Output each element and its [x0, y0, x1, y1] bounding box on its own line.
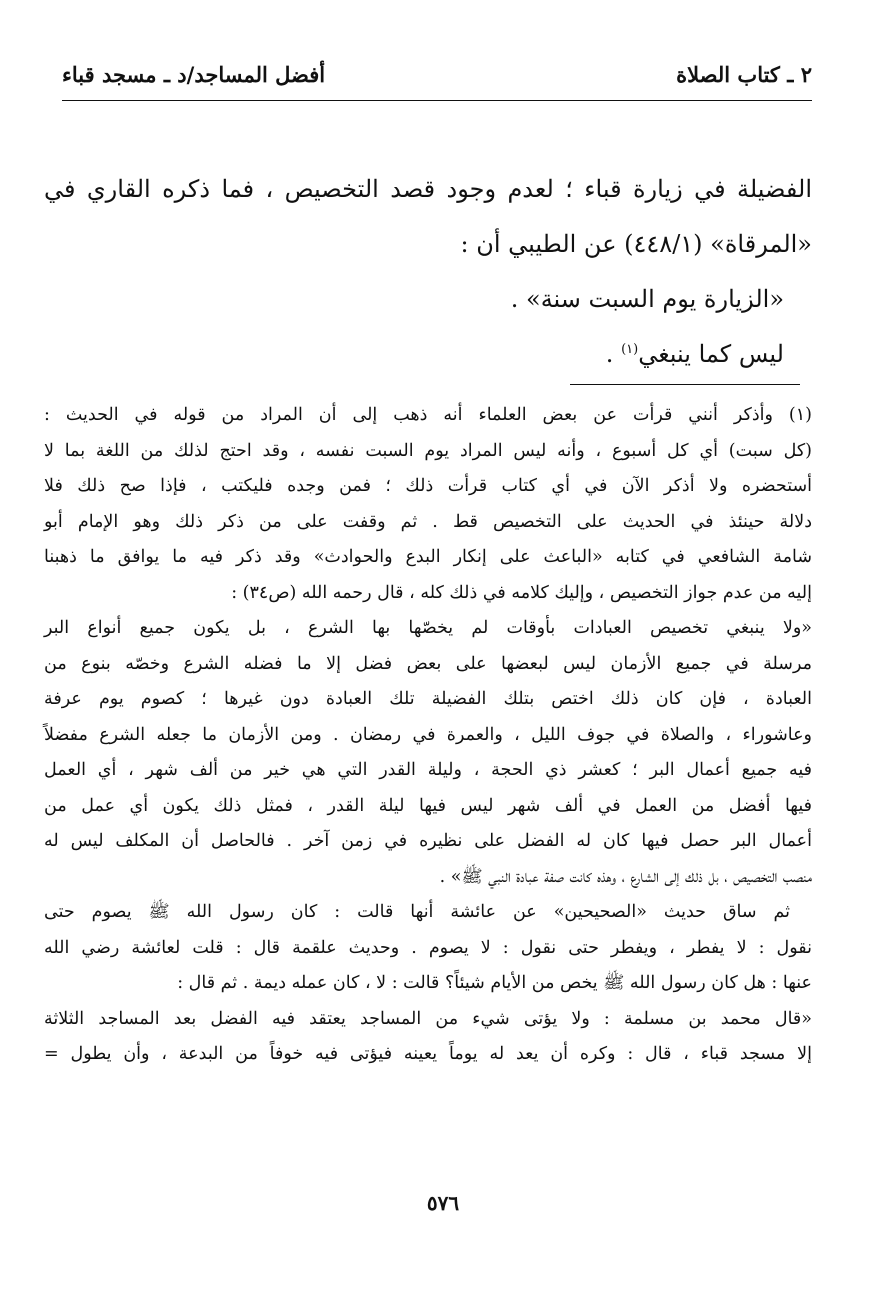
footnote-quote-line: أعمال البر حصل فيها كان له الفضل على نظيره في زمن آخر . فالحاصل أن المكلف ليس له	[44, 831, 812, 851]
footnote-line: دلالة حينئذ في الحديث على التخصيص قط . ثم وقفت على من ذكر ذلك وهو الإمام أبو	[44, 511, 812, 532]
footnote-quote-line: مرسلة في جميع الأزمان ليس لبعضها على بعض فضل إلا ما فضله الشرع وخصّه بنوع من	[44, 653, 812, 674]
footnote-divider	[570, 384, 800, 385]
main-line	[44, 327, 812, 382]
footnote-line: (كل سبت) أي كل أسبوع ، وأنه ليس المراد يوم السبت نفسه ، وقد احتج لذلك من اللغة بما لا	[44, 440, 812, 461]
page-number: ٥٧٦	[426, 1191, 460, 1215]
footnote-line: شامة الشافعي في كتابه «الباعث على إنكار البدع والحوادث» وقد ذكر فيه ما يوافق ما ذهبنا	[44, 547, 812, 567]
chapter-title: ٢ ـ كتاب الصلاة	[676, 62, 812, 87]
footnote-line: أستحضره ولا أذكر الآن في أي كتاب قرأت ذلك ؛ فمن وجده فليكتب ، فإذا صح ذلك فلا	[44, 476, 812, 496]
main-line-period: .	[605, 340, 614, 368]
main-line: «المرقاة» (٤٤٨/١) عن الطيبي أن :	[460, 230, 812, 258]
footnote	[44, 398, 812, 1073]
running-header	[62, 56, 812, 101]
footnote-line: (١) وأذكر أنني قرأت عن بعض العلماء أنه ذهب إلى أن المراد من قوله في الحديث :	[44, 405, 812, 425]
footnote-quote-line: فيها أفضل من العمل في ألف شهر ليس فيها ليلة القدر ، فمثل ذلك يكون أي عمل من	[44, 795, 812, 816]
footnote-line: إليه من عدم جواز التخصيص ، وإليك كلامه في ذلك كله ، قال رحمه الله (ص٣٤) :	[231, 582, 812, 603]
main-line-text: ليس كما ينبغي	[638, 340, 784, 368]
footnote-reference: (١)	[621, 342, 639, 357]
footnote-quote-line: فيه جميع أعمال البر ؛ كعشر ذي الحجة ، وليلة القدر التي هي خير من ألف شهر ، أي العمل	[44, 760, 812, 780]
footnote-quote-line: منصب التخصيص ، بل ذلك إلى الشارع ، وهذه كانت صفة عبادة النبي ﷺ» .	[439, 866, 812, 887]
footnote-line: ثم ساق حديث «الصحيحين» عن عائشة أنها قالت : كان رسول الله ﷺ يصوم حتى	[44, 902, 790, 922]
footnote-quote-line: إلا مسجد قباء ، قال : وكره أن يعد له يوماً يعينه فيؤتى فيه خوفاً من البدعة ، وأن يطول =	[44, 1044, 812, 1064]
footnote-quote-line: «قال محمد بن مسلمة : ولا يؤتى شيء من المساجد يعتقد فيه الفضل بعد المساجد الثلاثة	[44, 1008, 812, 1029]
main-line: «الزيارة يوم السبت سنة» .	[510, 285, 784, 313]
footnote-quote-line: العبادة ، فإن كان ذلك اختص بتلك الفضيلة تلك العبادة دون غيرها ؛ كصوم يوم عرفة	[44, 689, 812, 709]
footnote-quote-line: وعاشوراء ، والصلاة في جوف الليل ، والعمرة في رمضان . ومن الأزمان ما جعله الشرع مفضلاً	[44, 724, 812, 745]
footnote-quote-line: «ولا ينبغي تخصيص العبادات بأوقات لم يخصّها بها الشرع ، بل يكون جميع أنواع البر	[44, 618, 812, 638]
footnote-line: عنها : هل كان رسول الله ﷺ يخص من الأيام شيئاً؟ قالت : لا ، كان عمله ديمة . ثم قال :	[177, 973, 812, 993]
main-text	[44, 162, 812, 382]
main-line: الفضيلة في زيارة قباء ؛ لعدم وجود قصد التخصيص ، فما ذكره القاري في	[44, 175, 812, 203]
footnote-line: نقول : لا يفطر ، ويفطر حتى نقول : لا يصوم . وحديث علقمة قال : قلت لعائشة رضي الله	[44, 937, 812, 958]
section-title: أفضل المساجد/د ـ مسجد قباء	[62, 62, 326, 87]
